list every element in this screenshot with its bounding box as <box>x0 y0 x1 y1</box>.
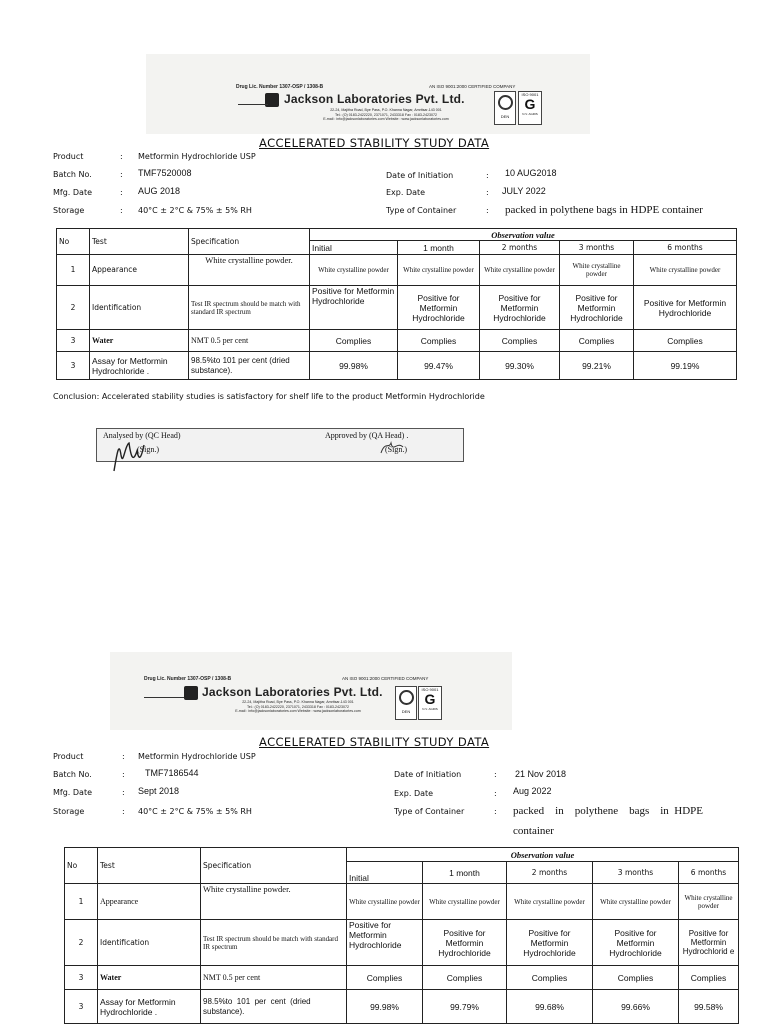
certification-mark-icon: DEN <box>395 686 417 720</box>
container-value: packed in polythene bags in HDPE container <box>505 204 703 216</box>
mfg-label: Mfg. Date <box>53 788 93 797</box>
approved-sign-label: (Sign.) <box>385 445 407 454</box>
batch-value: TMF7186544 <box>145 768 199 778</box>
col-2-months: 2 months <box>480 241 560 255</box>
company-address: 22-24, Majitha Road, Bye Pass, P.O. Khanna Nagar, Amritsar-143 001 Tel.: (O) 0183-2422220, 2371071, 2433318 Fax : 0183-2423072 E-mail : info@jacksonlaboratories.com Website : www.jacksonlaboratories.com <box>323 108 449 121</box>
signature-box <box>96 428 464 462</box>
storage-label: Storage <box>53 807 85 816</box>
table-row: 1 Appearance White crystalline powder. White crystalline powder White crystalline powder White crystalline powder White crystalline powder White crystalline powder <box>57 255 737 286</box>
stability-table-1 <box>56 228 737 380</box>
initiation-value: 10 AUG2018 <box>505 168 557 178</box>
iso-certification: AN ISO 9001:2000 CERTIFIED COMPANY <box>342 676 429 681</box>
analysed-by-label: Analysed by (QC Head) <box>103 431 181 440</box>
g-mark-icon: ISO 9001 G N.V. AGRIS <box>418 686 442 720</box>
col-1-month: 1 month <box>398 241 480 255</box>
table-row: 3 Water NMT 0.5 per cent Complies Complies Complies Complies Complies <box>65 966 739 990</box>
qc-signature-icon <box>111 433 147 475</box>
iso-certification: AN ISO 9001:2000 CERTIFIED COMPANY <box>429 84 516 89</box>
stability-table-2 <box>64 847 739 1024</box>
report-title-1: ACCELERATED STABILITY STUDY DATA <box>259 136 490 150</box>
col-6-months: 6 months <box>679 862 739 884</box>
initiation-value: 21 Nov 2018 <box>515 769 567 779</box>
col-no: No <box>65 848 98 884</box>
approved-by-label: Approved by (QA Head) . <box>325 431 409 440</box>
qa-signature-icon <box>379 435 405 457</box>
g-mark-icon: ISO 9001 G N.V. AGRIS <box>518 91 542 125</box>
certification-mark-icon: DEN <box>494 91 516 125</box>
col-test: Test <box>98 848 201 884</box>
col-3-months: 3 months <box>593 862 679 884</box>
table-row: 3 Water NMT 0.5 per cent Complies Complies Complies Complies Complies <box>57 330 737 352</box>
container-label: Type of Container <box>386 206 457 215</box>
product-value: Metformin Hydrochloride USP <box>138 152 256 161</box>
exp-value: Aug 2022 <box>513 786 552 796</box>
table-row: 2 Identification Test IR spectrum should be match with standard IR spectrum Positive for Metformin Hydrochloride Positive for Metformin Hydrochloride Positive for Metformin Hydrochloride Positive for Metformin Hydrochloride Positive for Metformin Hydrochloride <box>57 286 737 330</box>
company-address: 22-24, Majitha Road, Bye Pass, P.O. Khanna Nagar, Amritsar-143 001 Tel.: (O) 0183-2422220, 2371071, 2433318 Fax : 0183-2423072 E-mail : info@jacksonlaboratories.com Website : www.jacksonlaboratories.com <box>235 700 361 713</box>
drug-license: Drug Lic. Number 1307-OSP / 1308-B <box>144 676 232 682</box>
exp-label: Exp. Date <box>386 188 426 197</box>
col-observation: Observation value <box>347 848 739 862</box>
company-name: Jackson Laboratories Pvt. Ltd. <box>284 92 465 106</box>
col-no: No <box>57 229 90 255</box>
col-2-months: 2 months <box>507 862 593 884</box>
mfg-value: Sept 2018 <box>138 786 180 796</box>
initiation-label: Date of Initiation <box>394 770 462 779</box>
storage-value: 40°C ± 2°C & 75% ± 5% RH <box>138 206 252 215</box>
product-label: Product <box>53 752 84 761</box>
container-label: Type of Container <box>394 807 465 816</box>
col-spec: Specification <box>189 229 310 255</box>
product-value: Metformin Hydrochloride USP <box>138 752 256 761</box>
mfg-label: Mfg. Date <box>53 188 93 197</box>
container-value-line2: container <box>513 825 554 837</box>
conclusion-text: Conclusion: Accelerated stability studies is satisfactory for shelf life to the product Metformin Hydrochloride <box>53 392 485 401</box>
col-1-month: 1 month <box>423 862 507 884</box>
storage-value: 40°C ± 2°C & 75% ± 5% RH <box>138 807 252 816</box>
storage-label: Storage <box>53 206 85 215</box>
product-label: Product <box>53 152 84 161</box>
letterhead-2 <box>110 652 512 730</box>
table-row: 1 Appearance White crystalline powder. White crystalline powder White crystalline powder White crystalline powder White crystalline powder White crystalline powder <box>65 884 739 920</box>
exp-value: JULY 2022 <box>502 186 546 196</box>
logo-line <box>238 104 268 105</box>
drug-license: Drug Lic. Number 1307-OSP / 1308-B <box>236 84 324 90</box>
batch-value: TMF7520008 <box>138 168 192 178</box>
company-logo-icon <box>184 686 198 700</box>
col-test: Test <box>90 229 189 255</box>
logo-line <box>144 697 184 698</box>
table-row: 3 Assay for Metformin Hydrochloride . 98.5%to 101 per cent (dried substance). 99.98% 99.79% 99.68% 99.66% 99.58% <box>65 990 739 1024</box>
report-title-2: ACCELERATED STABILITY STUDY DATA <box>259 735 490 749</box>
table-row: 2 Identification Test IR spectrum should be match with standard IR spectrum Positive for Metformin Hydrochloride Positive for Metformin Hydrochloride Positive for Metformin Hydrochloride Positive for Metformin Hydrochloride Positive for Metformin Hydrochlorid e <box>65 920 739 966</box>
batch-label: Batch No. <box>53 170 92 179</box>
batch-label: Batch No. <box>53 770 92 779</box>
col-3-months: 3 months <box>560 241 634 255</box>
sign-label: (Sign.) <box>137 445 159 454</box>
col-initial: Initial <box>347 862 423 884</box>
table-row: 3 Assay for Metformin Hydrochloride . 98.5%to 101 per cent (dried substance). 99.98% 99.47% 99.30% 99.21% 99.19% <box>57 352 737 380</box>
exp-label: Exp. Date <box>394 789 434 798</box>
col-initial: Initial <box>310 241 398 255</box>
mfg-value: AUG 2018 <box>138 186 181 196</box>
col-observation: Observation value <box>310 229 737 241</box>
letterhead-1 <box>146 54 590 134</box>
container-value: packed in polythene bags in HDPE <box>513 805 704 817</box>
company-name: Jackson Laboratories Pvt. Ltd. <box>202 685 383 699</box>
col-spec: Specification <box>201 848 347 884</box>
col-6-months: 6 months <box>634 241 737 255</box>
initiation-label: Date of Initiation <box>386 171 454 180</box>
